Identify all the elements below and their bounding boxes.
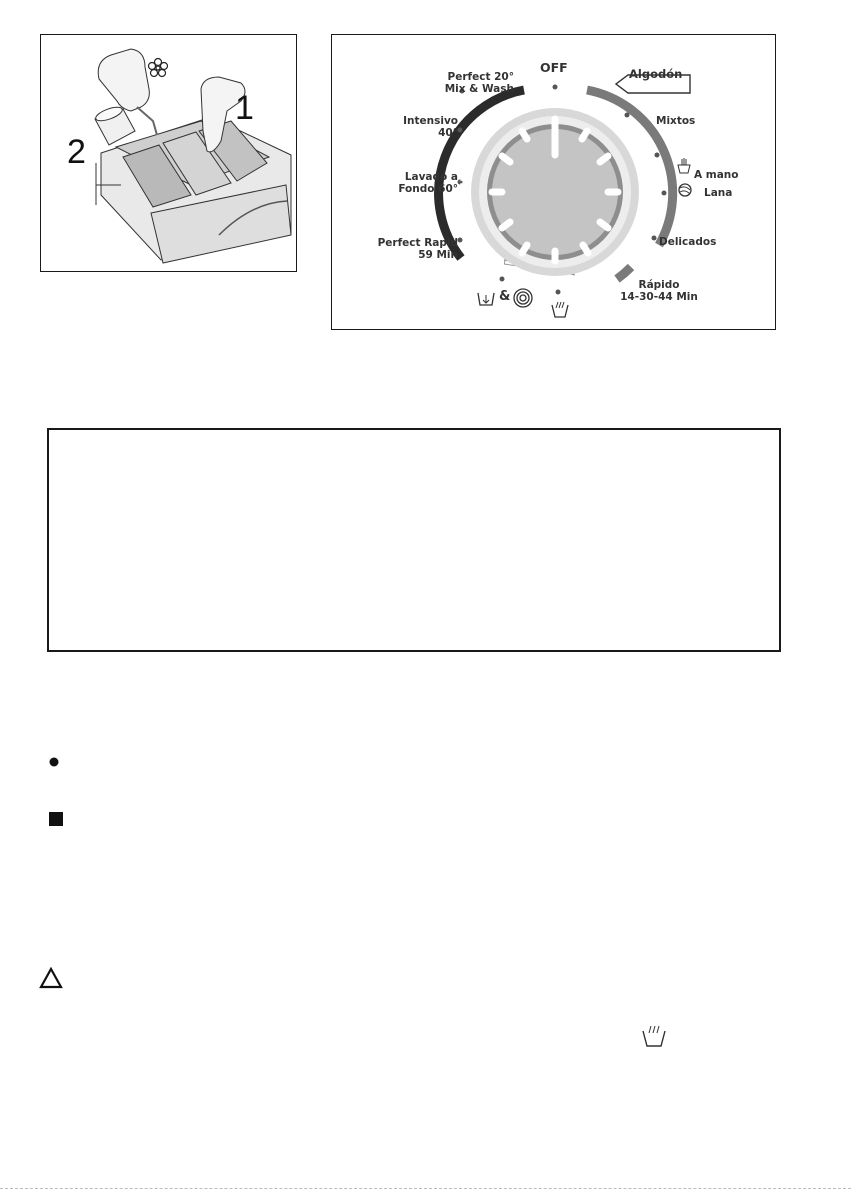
mix-power-label: MIX POWER <box>458 126 491 198</box>
program-a-mano: A mano <box>694 169 739 181</box>
drawer-illustration-frame <box>40 34 297 272</box>
softener-flower-icon <box>147 57 169 79</box>
callout-1: 1 <box>235 89 254 127</box>
program-perfect-20: Perfect 20° Mix & Wash <box>444 71 514 95</box>
spin-icon <box>512 287 534 309</box>
program-lana: Lana <box>704 187 733 199</box>
ampersand-label: & <box>499 289 511 304</box>
program-delicados: Delicados <box>659 236 717 248</box>
measuring-cup-icon <box>91 105 139 149</box>
program-perfect-rapid: Perfect Rapid 59 Min <box>377 237 458 261</box>
callout-2: 2 <box>67 133 86 171</box>
program-intensivo: Intensivo 40° <box>403 115 458 139</box>
program-dial-frame <box>331 34 776 330</box>
warning-triangle-icon <box>39 967 63 989</box>
program-lavado-fondo: Lavado a Fondo 60° <box>398 171 458 195</box>
rinse-inline-icon <box>641 1024 667 1048</box>
program-rapido: Rápido 14-30-44 Min <box>620 279 698 303</box>
hand-wash-icon <box>676 157 692 175</box>
program-mixtos: Mixtos <box>656 115 696 127</box>
wool-icon <box>676 181 694 199</box>
rinse-icon <box>550 299 570 319</box>
off-label: OFF <box>540 60 568 75</box>
square-bullet-icon <box>48 811 64 827</box>
algodon-label: Algodón <box>629 67 683 81</box>
tejidos-label: TEJIDOS <box>618 123 652 172</box>
circle-bullet-icon <box>48 756 60 768</box>
page-bottom-divider <box>0 1188 851 1189</box>
drain-icon <box>476 289 496 309</box>
info-text-box <box>47 428 781 652</box>
